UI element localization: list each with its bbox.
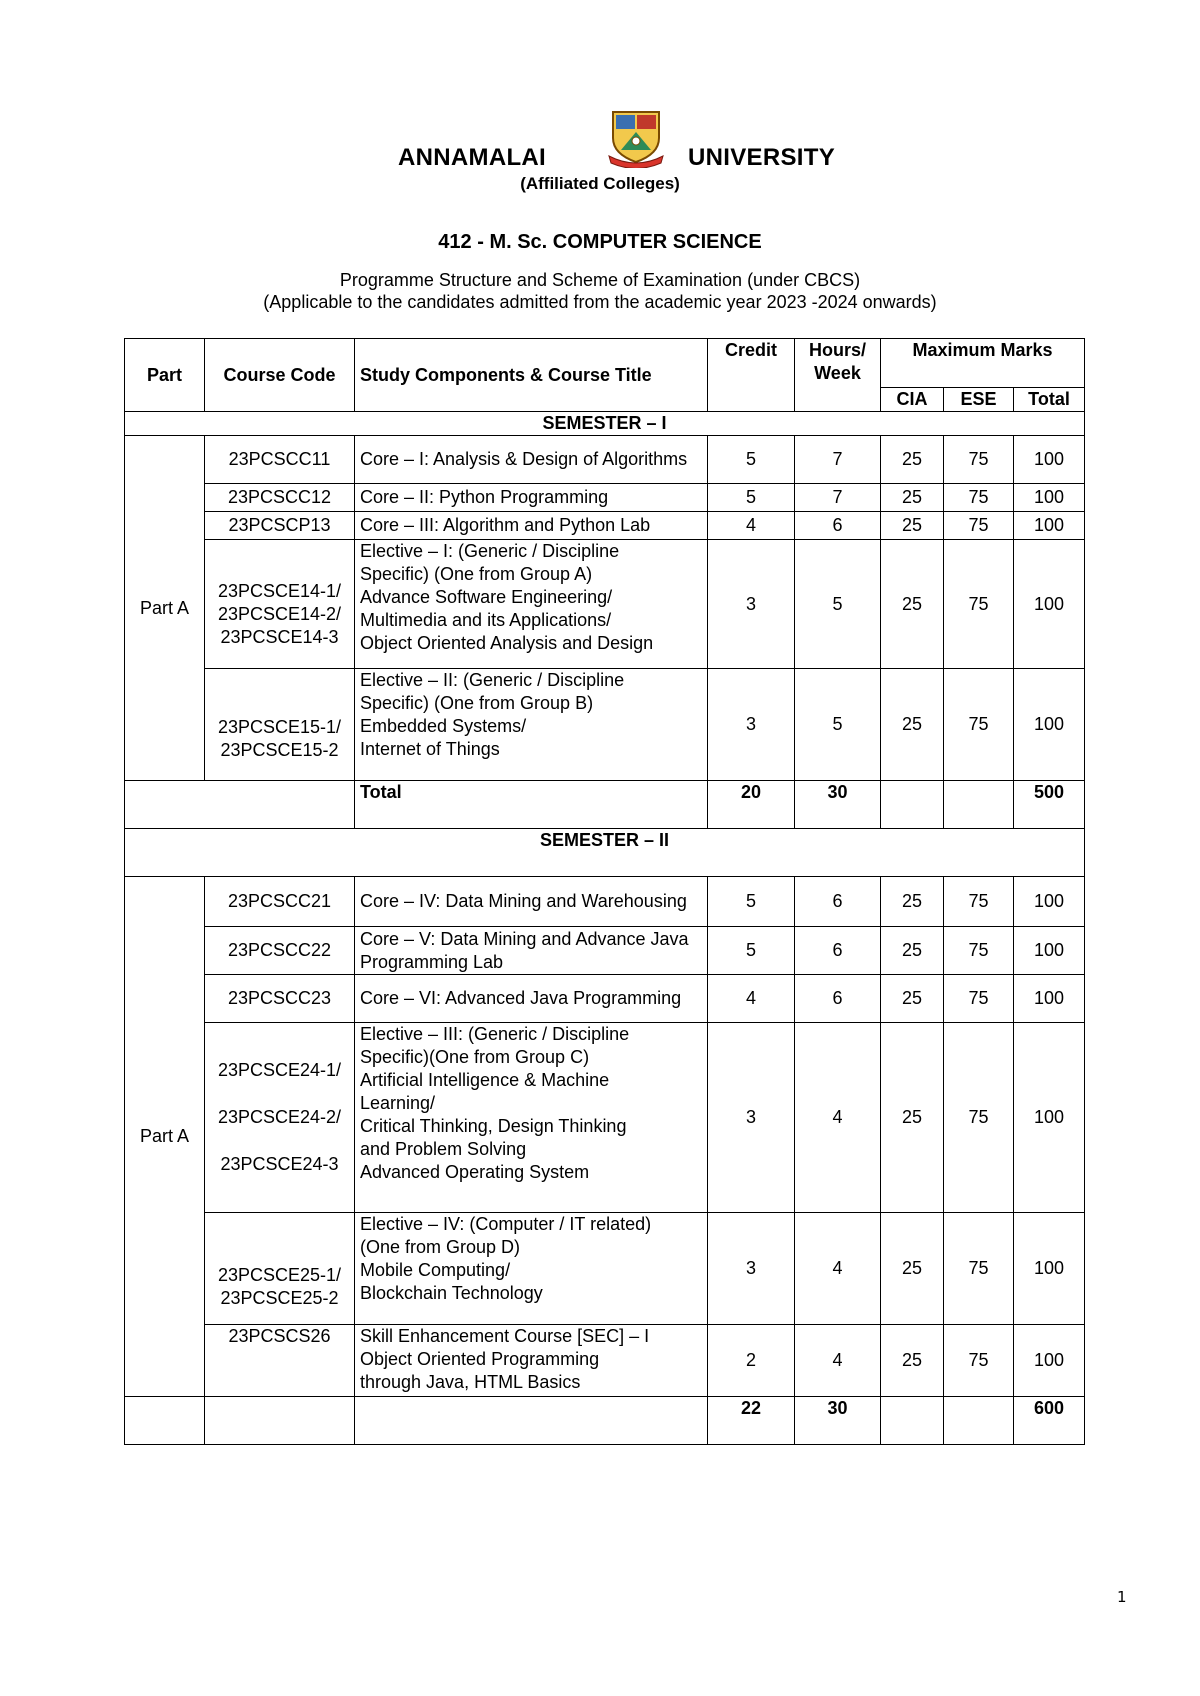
- hours-value: 4: [795, 1325, 881, 1397]
- total-value: 100: [1014, 1213, 1085, 1325]
- course-title-line: through Java, HTML Basics: [360, 1372, 581, 1392]
- cia-value: 25: [881, 1325, 944, 1397]
- hours-value: 6: [795, 512, 881, 540]
- course-code: 23PCSCC12: [205, 484, 355, 512]
- affiliated-label: (Affiliated Colleges): [520, 174, 680, 193]
- cia-value: 25: [881, 927, 944, 975]
- applicability-note: (Applicable to the candidates admitted from the academic year 2023 -2024 onwards): [263, 292, 937, 312]
- credit-value: 4: [708, 512, 795, 540]
- total-hours: 30: [795, 1397, 881, 1445]
- header-cia: CIA: [881, 388, 944, 412]
- course-code-line: 23PCSCE15-2: [220, 739, 339, 760]
- table-row: [125, 975, 1085, 1023]
- course-code: [205, 669, 355, 781]
- total-value: 100: [1014, 436, 1085, 484]
- course-title-line: Advance Software Engineering/: [360, 587, 613, 607]
- header-ese: ESE: [944, 388, 1014, 412]
- total-value: 100: [1014, 669, 1085, 781]
- total-title-empty: [355, 1397, 708, 1445]
- cia-value: 25: [881, 484, 944, 512]
- cia-value: 25: [881, 1213, 944, 1325]
- course-title-line: Elective – III: (Generic / Discipline: [360, 1024, 630, 1044]
- course-title-line: Artificial Intelligence & Machine: [360, 1070, 610, 1090]
- semester-title-row: [125, 829, 1085, 877]
- course-title-line: Multimedia and its Applications/: [360, 610, 612, 630]
- university-name-right: UNIVERSITY: [688, 144, 836, 171]
- total-value: 100: [1014, 540, 1085, 669]
- header-credit: Credit: [708, 339, 795, 412]
- total-value: 100: [1014, 975, 1085, 1023]
- course-code-line: 23PCSCE15-1/: [217, 716, 342, 737]
- total-marks: 600: [1014, 1397, 1085, 1445]
- scheme-subtitle: Programme Structure and Scheme of Examination (under CBCS): [339, 270, 861, 290]
- course-title-line: Mobile Computing/: [360, 1260, 511, 1280]
- semester-title-row: [125, 412, 1085, 436]
- hours-value: 6: [795, 975, 881, 1023]
- total-marks: 500: [1014, 781, 1085, 829]
- table-row: [125, 512, 1085, 540]
- cia-value: 25: [881, 975, 944, 1023]
- course-title-line: Object Oriented Programming: [360, 1349, 600, 1369]
- header-part: Part: [125, 339, 205, 412]
- semester-total-row: [125, 1397, 1085, 1445]
- total-value: 100: [1014, 1023, 1085, 1213]
- credit-value: 4: [708, 975, 795, 1023]
- course-title: Core – III: Algorithm and Python Lab: [355, 512, 708, 540]
- total-credit: 22: [708, 1397, 795, 1445]
- university-crest-icon: [607, 108, 665, 168]
- course-title: Core – IV: Data Mining and Warehousing: [355, 877, 708, 927]
- table-row: [125, 1023, 1085, 1213]
- programme-title: 412 - M. Sc. COMPUTER SCIENCE: [438, 231, 762, 253]
- course-title-line: Embedded Systems/: [360, 716, 527, 736]
- header-study-components: Study Components & Course Title: [355, 339, 708, 412]
- course-code-line: 23PCSCE25-1/: [217, 1264, 342, 1285]
- course-title-line: Elective – II: (Generic / Discipline: [360, 670, 625, 690]
- credit-value: 5: [708, 436, 795, 484]
- hours-value: 4: [795, 1213, 881, 1325]
- semester-2-title: SEMESTER – II: [125, 829, 1085, 877]
- course-title-line: Learning/: [360, 1093, 436, 1113]
- ese-value: 75: [944, 1023, 1014, 1213]
- header-course-code: Course Code: [205, 339, 355, 412]
- table-row: [125, 669, 1085, 781]
- course-code: [205, 540, 355, 669]
- course-title-line: Specific) (One from Group A): [360, 564, 593, 584]
- ese-value: 75: [944, 877, 1014, 927]
- cia-value: 25: [881, 669, 944, 781]
- hours-value: 7: [795, 484, 881, 512]
- course-title: [355, 1023, 708, 1213]
- course-code-line: 23PCSCE14-1/: [217, 580, 342, 601]
- course-title: [355, 669, 708, 781]
- course-code: 23PCSCC21: [205, 877, 355, 927]
- hours-value: 6: [795, 927, 881, 975]
- total-cia-empty: [881, 1397, 944, 1445]
- semester-1-title: SEMESTER – I: [125, 412, 1085, 436]
- table-row: [125, 484, 1085, 512]
- total-empty-cell: [125, 781, 355, 829]
- course-title-line: Elective – I: (Generic / Discipline: [360, 541, 620, 561]
- total-value: 100: [1014, 927, 1085, 975]
- total-value: 100: [1014, 484, 1085, 512]
- course-title-line: Specific)(One from Group C): [360, 1047, 590, 1067]
- credit-value: 5: [708, 484, 795, 512]
- table-row: [125, 927, 1085, 975]
- total-ese-empty: [944, 1397, 1014, 1445]
- table-row: [125, 1213, 1085, 1325]
- course-title-line: Specific) (One from Group B): [360, 693, 594, 713]
- course-title: Core – VI: Advanced Java Programming: [355, 975, 708, 1023]
- course-title-line: Critical Thinking, Design Thinking: [360, 1116, 627, 1136]
- table-row: [125, 540, 1085, 669]
- total-value: 100: [1014, 1325, 1085, 1397]
- university-title-row: [0, 106, 1200, 178]
- credit-value: 2: [708, 1325, 795, 1397]
- course-code: 23PCSCC23: [205, 975, 355, 1023]
- university-name-left: ANNAMALAI: [398, 144, 547, 171]
- course-title-line: Blockchain Technology: [360, 1283, 543, 1303]
- scheme-table: [124, 338, 1085, 1445]
- course-title: [355, 1325, 708, 1397]
- ese-value: 75: [944, 669, 1014, 781]
- course-code-line: 23PCSCE24-3: [220, 1154, 339, 1174]
- course-code: 23PCSCC22: [205, 927, 355, 975]
- ese-value: 75: [944, 1325, 1014, 1397]
- hours-value: 7: [795, 436, 881, 484]
- total-value: 100: [1014, 512, 1085, 540]
- cia-value: 25: [881, 436, 944, 484]
- hours-value: 5: [795, 540, 881, 669]
- course-title-line: (One from Group D): [360, 1237, 521, 1257]
- hours-value: 6: [795, 877, 881, 927]
- total-hours: 30: [795, 781, 881, 829]
- ese-value: 75: [944, 1213, 1014, 1325]
- course-title: Core – V: Data Mining and Advance Java Programming Lab: [355, 927, 708, 975]
- credit-value: 3: [708, 669, 795, 781]
- total-code-empty: [205, 1397, 355, 1445]
- ese-value: 75: [944, 975, 1014, 1023]
- total-cia-empty: [881, 781, 944, 829]
- ese-value: 75: [944, 436, 1014, 484]
- course-code: 23PCSCP13: [205, 512, 355, 540]
- credit-value: 3: [708, 540, 795, 669]
- course-title: Core – II: Python Programming: [355, 484, 708, 512]
- page-number: 1: [1117, 1588, 1127, 1606]
- course-code-line: 23PCSCE25-2: [220, 1287, 339, 1308]
- course-title: Core – I: Analysis & Design of Algorithms: [355, 436, 708, 484]
- cia-value: 25: [881, 540, 944, 669]
- course-title-line: Advanced Operating System: [360, 1162, 590, 1182]
- course-code-line: 23PCSCE24-2/: [217, 1107, 342, 1127]
- table-header-row: [125, 339, 1085, 388]
- credit-value: 3: [708, 1023, 795, 1213]
- course-title-line: and Problem Solving: [360, 1139, 527, 1159]
- hours-value: 4: [795, 1023, 881, 1213]
- course-title: [355, 540, 708, 669]
- semester-total-row: [125, 781, 1085, 829]
- total-part-empty: [125, 1397, 205, 1445]
- ese-value: 75: [944, 484, 1014, 512]
- course-code: [205, 1023, 355, 1213]
- cia-value: 25: [881, 1023, 944, 1213]
- hours-value: 5: [795, 669, 881, 781]
- total-ese-empty: [944, 781, 1014, 829]
- course-code-line: 23PCSCE24-1/: [217, 1060, 342, 1080]
- total-label: Total: [355, 781, 708, 829]
- course-title-line: Skill Enhancement Course [SEC] – I: [360, 1326, 650, 1346]
- ese-value: 75: [944, 540, 1014, 669]
- course-title-line: Object Oriented Analysis and Design: [360, 633, 654, 653]
- course-title: [355, 1213, 708, 1325]
- course-code-line: 23PCSCE14-3: [220, 626, 339, 647]
- table-row: [125, 436, 1085, 484]
- total-credit: 20: [708, 781, 795, 829]
- total-value: 100: [1014, 877, 1085, 927]
- course-title-line: Elective – IV: (Computer / IT related): [360, 1214, 652, 1234]
- credit-value: 5: [708, 877, 795, 927]
- course-code: 23PCSCC11: [205, 436, 355, 484]
- header-hours-week: Hours/ Week: [795, 339, 881, 412]
- header-total: Total: [1014, 388, 1085, 412]
- table-row: [125, 877, 1085, 927]
- course-code: [205, 1213, 355, 1325]
- cia-value: 25: [881, 512, 944, 540]
- cia-value: 25: [881, 877, 944, 927]
- table-row: [125, 1325, 1085, 1397]
- ese-value: 75: [944, 927, 1014, 975]
- ese-value: 75: [944, 512, 1014, 540]
- course-code-line: 23PCSCE14-2/: [217, 603, 342, 624]
- credit-value: 3: [708, 1213, 795, 1325]
- part-cell: Part A: [125, 436, 205, 781]
- header-maximum-marks: Maximum Marks: [881, 339, 1085, 388]
- part-cell: Part A: [125, 877, 205, 1397]
- course-title-line: Internet of Things: [360, 739, 500, 759]
- course-code: 23PCSCS26: [205, 1325, 355, 1397]
- credit-value: 5: [708, 927, 795, 975]
